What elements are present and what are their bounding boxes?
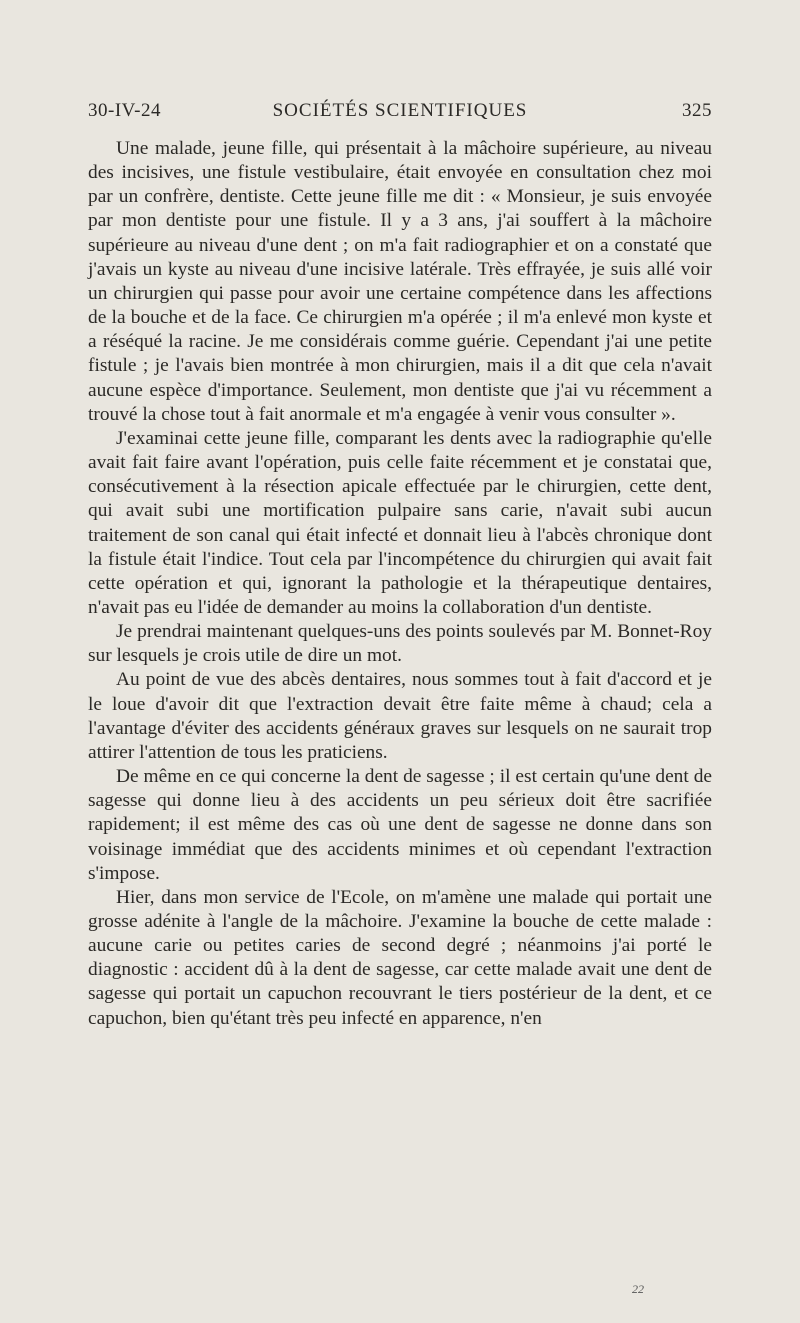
paragraph: J'examinai cette jeune fille, comparant les dents avec la radiographie qu'elle avait fait faire avant l'opération, puis celle faite récemment et je constatai que, consécutivement à la résection apicale effectuée par le chirurgien, cette dent, qui avait subi une mortification pulpaire sans carie, n'avait subi aucun traitement de son canal qui était infecté et donnait lieu à l'abcès chronique dont la fistule était l'indice. Tout cela par l'incompétence du chirurgien qui avait fait cette opération et qui, ignorant la pathologie et la thérapeutique dentaires, n'avait pas eu l'idée de demander au moins la collaboration d'un dentiste. [88, 427, 712, 618]
paragraph: Hier, dans mon service de l'Ecole, on m'amène une malade qui portait une grosse adénite à l'angle de la mâchoire. J'examine la bouche de cette malade : aucune carie ou petites caries de second degré ; néanmoins j'ai porté le diagnostic : accident dû à la dent de sagesse, car cette malade avait une dent de sagesse qui portait un capuchon recouvrant le tiers postérieur de la dent, et ce capuchon, bien qu'étant très peu infecté en apparence, n'en [88, 886, 712, 1029]
paragraph: Je prendrai maintenant quelques-uns des points soulevés par M. Bonnet-Roy sur lesquels je crois utile de dire un mot. [88, 621, 712, 667]
signature-mark: 22 [632, 1282, 644, 1296]
body-text [88, 137, 712, 1031]
paragraph: Au point de vue des abcès dentaires, nous sommes tout à fait d'accord et je le loue d'avoir dit que l'extraction devait être faite même à chaud; cela a l'avantage d'éviter des accidents généraux graves sur lesquels on ne saurait trop attirer l'attention de tous les praticiens. [88, 669, 712, 763]
paragraph: Une malade, jeune fille, qui présentait à la mâchoire supérieure, au niveau des incisives, une fistule vestibulaire, était envoyée en consultation chez moi par un confrère, dentiste. Cette jeune fille me dit : « Monsieur, je suis envoyée par mon dentiste pour une fistule. Il y a 3 ans, j'ai souffert à la mâchoire supérieure au niveau d'une dent ; on m'a fait radiographier et on a constaté que j'avais un kyste au niveau d'une incisive latérale. Très effrayée, je suis allé voir un chirurgien qui passe pour avoir une certaine compétence dans les affections de la bouche et de la face. Ce chirurgien m'a opérée ; il m'a enlevé mon kyste et a réséqué la racine. Je me considérais comme guérie. Cependant j'ai une petite fistule ; je l'avais bien montrée à mon chirurgien, mais il a dit que cela n'avait aucune espèce d'importance. Seulement, mon dentiste que j'ai vu récemment a trouvé la chose tout à fait anormale et m'a engagée à venir vous consulter ». [88, 138, 712, 425]
running-head [88, 100, 712, 130]
running-head-date: 30-IV-24 [88, 100, 161, 121]
paragraph: De même en ce qui concerne la dent de sagesse ; il est certain qu'une dent de sagesse qui donne lieu à des accidents un peu sérieux doit être sacrifiée rapidement; il est même des cas où une dent de sagesse ne donne dans son voisinage immédiat que des accidents minimes et où cependant l'extraction s'impose. [88, 766, 712, 884]
running-head-title: SOCIÉTÉS SCIENTIFIQUES [272, 100, 528, 121]
page-number: 325 [682, 100, 712, 121]
